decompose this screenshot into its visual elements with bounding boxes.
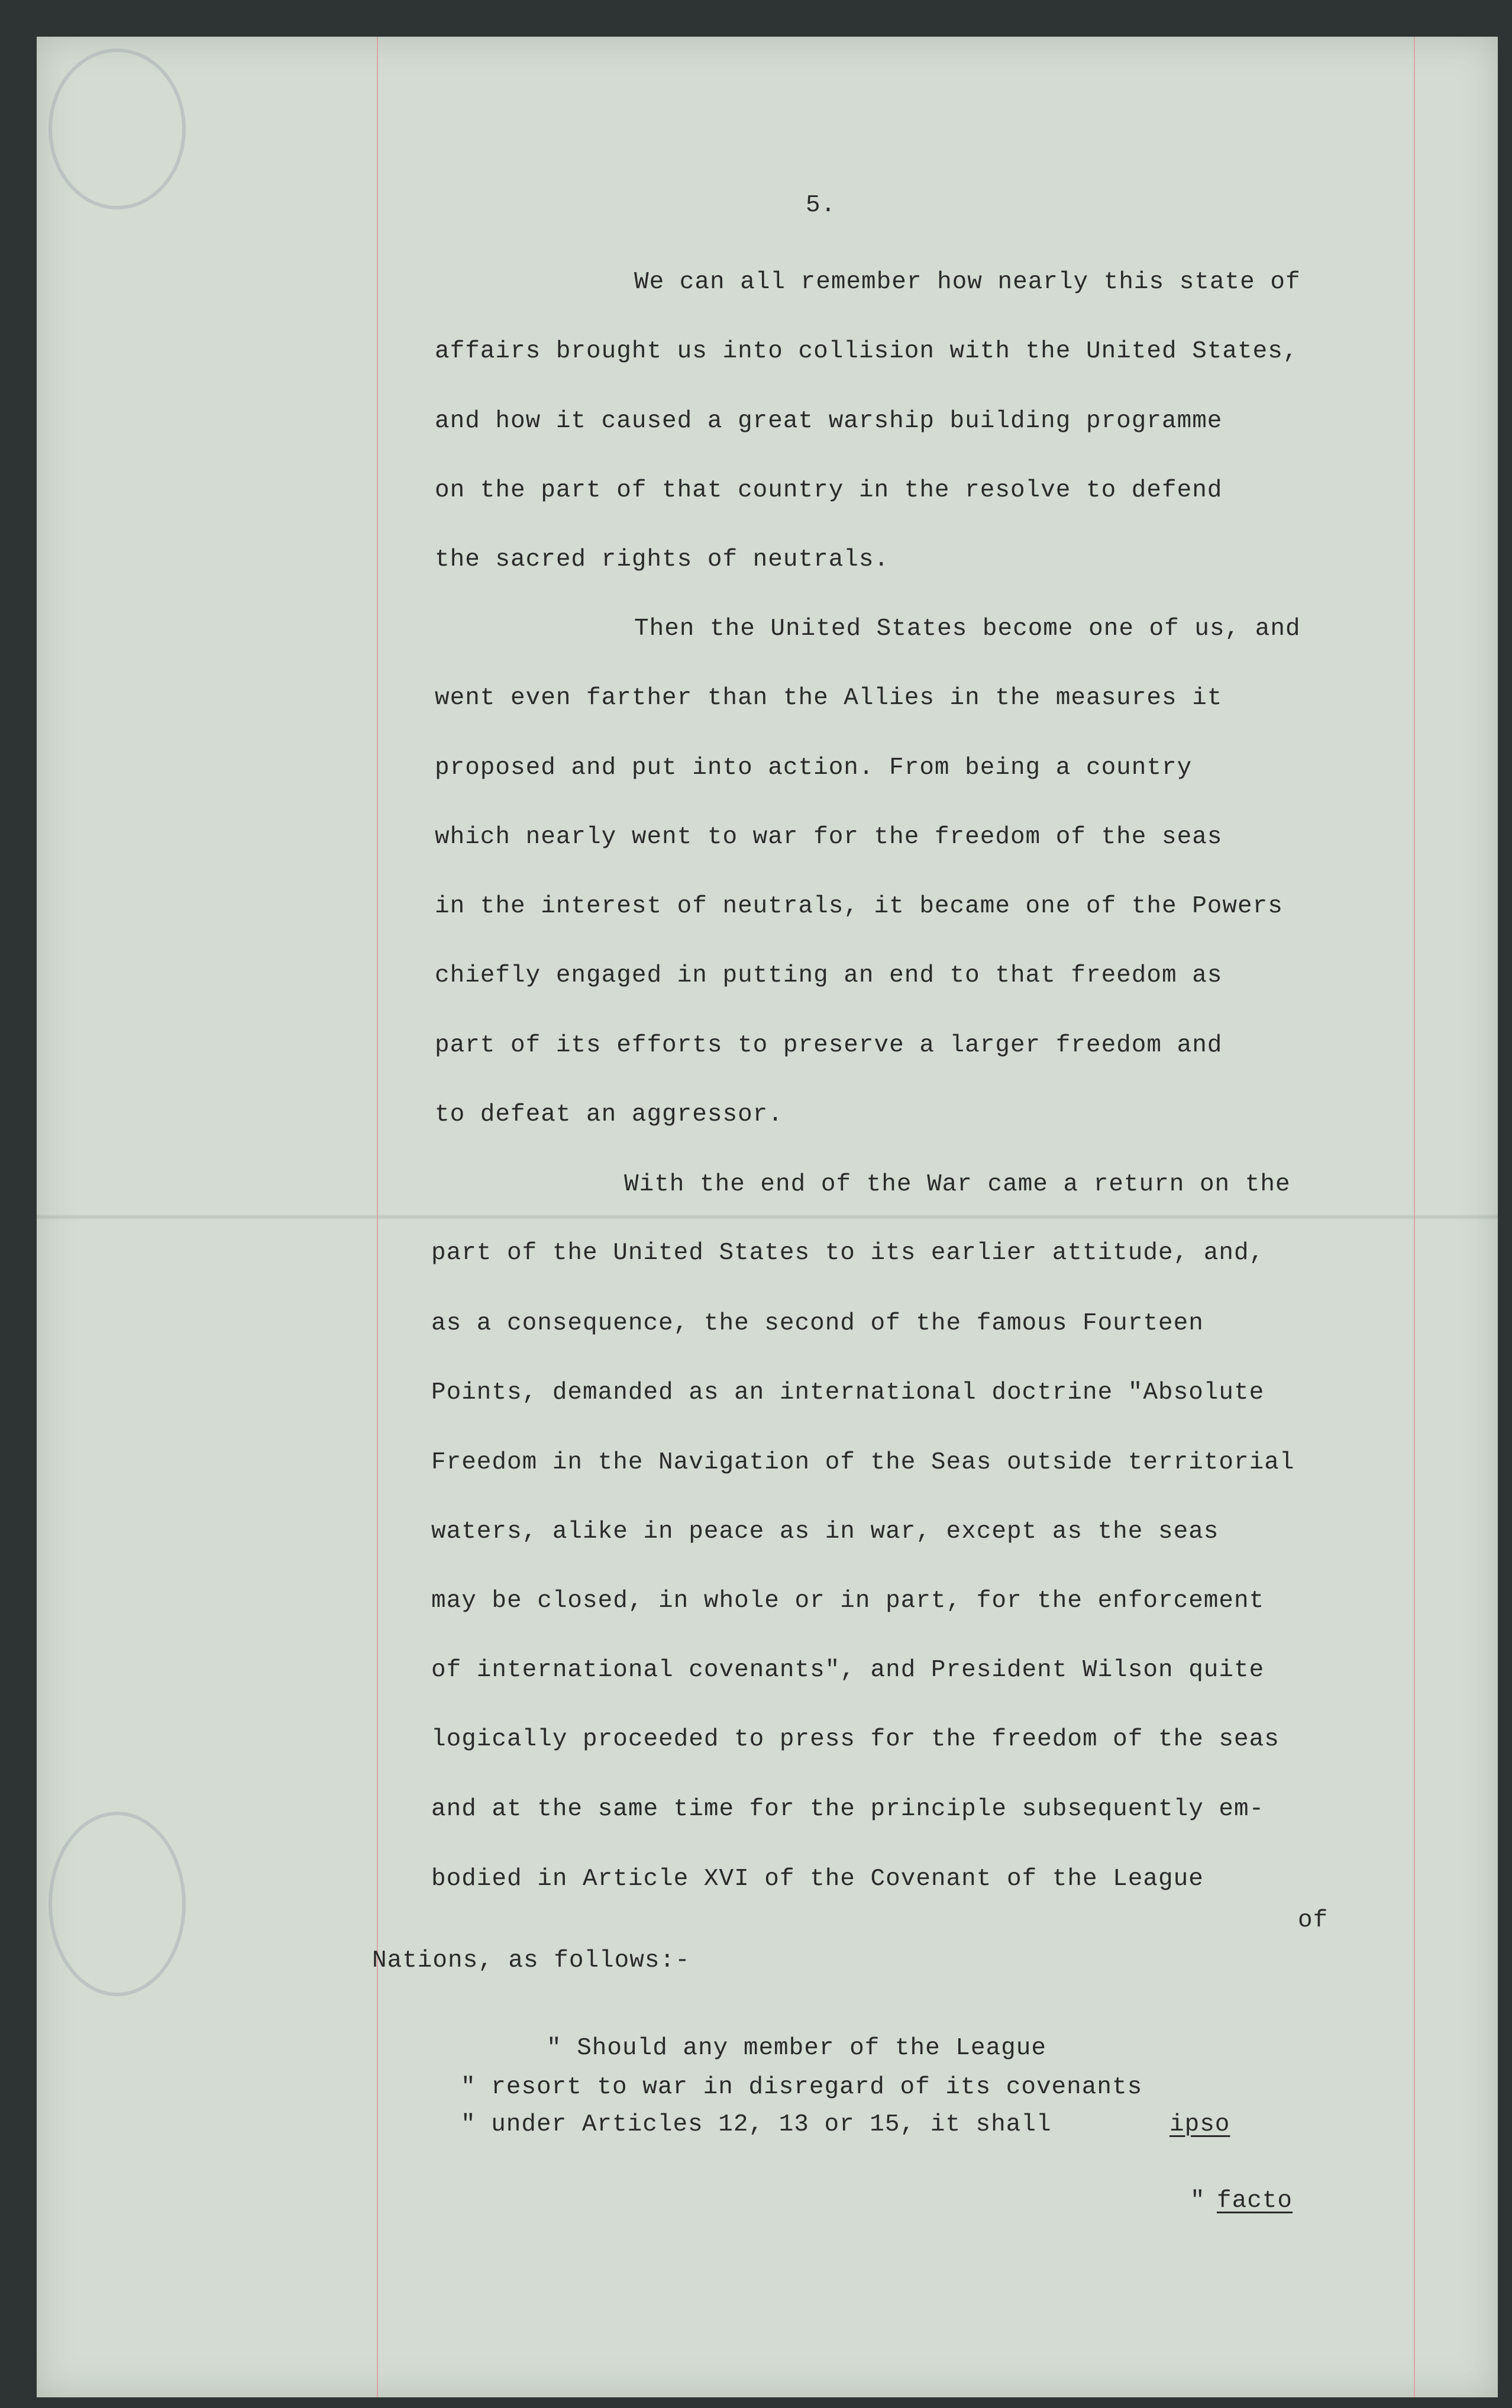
- faded-stamp-bottom: [49, 1812, 186, 1996]
- quotation-line: " under Articles 12, 13 or 15, it shall: [461, 2111, 1052, 2138]
- text-line: waters, alike in peace as in war, except as the seas: [431, 1518, 1219, 1545]
- catchword-prefix: ": [1190, 2187, 1206, 2215]
- text-line: logically proceeded to press for the freedom of the seas: [431, 1726, 1280, 1753]
- text-line: We can all remember how nearly this state of: [634, 269, 1301, 296]
- left-margin-rule: [377, 37, 378, 2397]
- text-line: part of its efforts to preserve a larger freedom and: [435, 1032, 1223, 1059]
- text-line: Then the United States become one of us, and: [634, 615, 1301, 643]
- text-line: bodied in Article XVI of the Covenant of the League: [431, 1865, 1204, 1893]
- text-line: of international covenants", and President Wilson quite: [431, 1657, 1265, 1684]
- catchword: facto: [1217, 2187, 1293, 2215]
- text-line: affairs brought us into collision with the United States,: [435, 338, 1298, 365]
- text-line: to defeat an aggressor.: [435, 1101, 783, 1128]
- text-line: as a consequence, the second of the famous Fourteen: [431, 1310, 1204, 1337]
- quotation-line: " Should any member of the League: [547, 2035, 1046, 2062]
- text-line: With the end of the War came a return on the: [624, 1171, 1291, 1198]
- text-line: proposed and put into action. From being a country: [435, 754, 1193, 782]
- paper-fold: [37, 1214, 1498, 1220]
- faded-stamp-top: [49, 49, 186, 209]
- text-line: Nations, as follows:-: [372, 1947, 690, 1974]
- text-line: Freedom in the Navigation of the Seas outside territorial: [431, 1449, 1295, 1476]
- page-number: 5.: [806, 192, 836, 219]
- text-line: part of the United States to its earlier attitude, and,: [431, 1239, 1265, 1267]
- text-line: and at the same time for the principle subsequently em-: [431, 1796, 1265, 1823]
- quotation-line: " resort to war in disregard of its covenants: [461, 2074, 1143, 2101]
- text-line: and how it caused a great warship building programme: [435, 408, 1223, 435]
- text-line: chiefly engaged in putting an end to that freedom as: [435, 962, 1223, 989]
- text-line: Points, demanded as an international doctrine "Absolute: [431, 1379, 1265, 1406]
- text-line: the sacred rights of neutrals.: [435, 546, 890, 573]
- text-line: in the interest of neutrals, it became one of the Powers: [435, 893, 1283, 920]
- text-line: of: [1298, 1907, 1329, 1934]
- quotation-emphasis: ipso: [1169, 2111, 1230, 2138]
- right-margin-rule: [1414, 37, 1415, 2397]
- text-line: may be closed, in whole or in part, for the enforcement: [431, 1587, 1265, 1615]
- text-line: went even farther than the Allies in the measures it: [435, 685, 1223, 712]
- text-line: which nearly went to war for the freedom of the seas: [435, 824, 1223, 851]
- text-line: on the part of that country in the resolve to defend: [435, 477, 1223, 504]
- document-page: [37, 37, 1498, 2397]
